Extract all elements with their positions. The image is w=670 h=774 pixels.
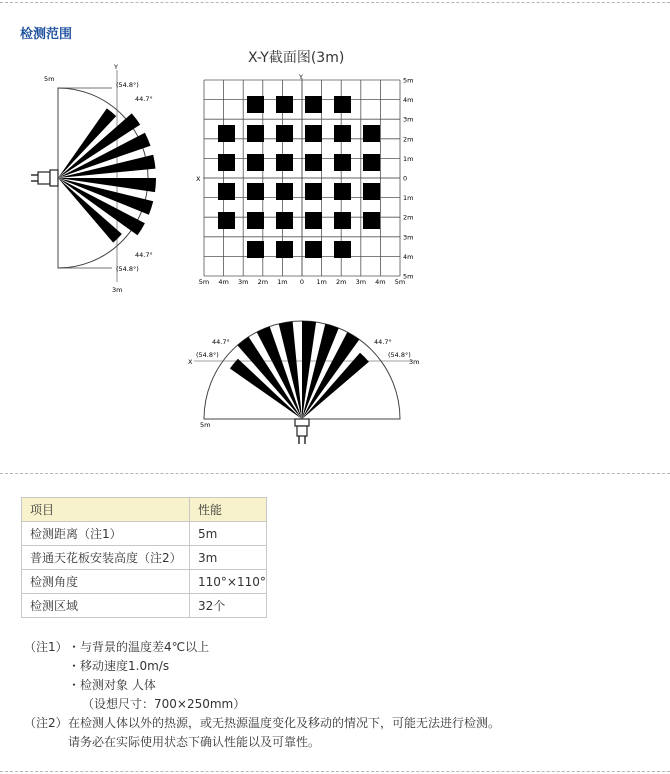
- side-angle-top-paren: (54.8°): [116, 81, 139, 89]
- tick-label: 3m: [355, 278, 367, 285]
- detection-zone: [334, 241, 351, 258]
- side-angle-bottom: 44.7°: [135, 251, 153, 259]
- top-divider: [0, 2, 670, 3]
- side-axis-y-label: Y: [114, 63, 118, 71]
- tick-label: 3m: [237, 278, 249, 285]
- xy-axis-x-label: X: [196, 175, 201, 183]
- detection-zone: [276, 241, 293, 258]
- spec-item: 普通天花板安装高度（注2）: [22, 546, 190, 570]
- detection-zone: [276, 125, 293, 142]
- spec-value: 32个: [190, 594, 267, 618]
- detection-zone: [247, 154, 264, 171]
- detection-zone: [334, 212, 351, 229]
- bottom-divider: [0, 771, 670, 772]
- detection-zone: [247, 212, 264, 229]
- tick-label: 5m: [394, 278, 406, 285]
- spec-item: 检测距离（注1）: [22, 522, 190, 546]
- note2: [24, 714, 500, 752]
- fan-beam: [302, 321, 316, 419]
- tick-label: 3m: [403, 115, 414, 124]
- note1-body: [68, 638, 245, 714]
- tick-label: 5m: [198, 278, 210, 285]
- note1-line: （设想尺寸：700×250mm）: [82, 697, 246, 711]
- detection-zone: [334, 154, 351, 171]
- middle-divider: [0, 473, 670, 474]
- tick-label: 4m: [375, 278, 386, 285]
- tick-label: 1m: [277, 278, 288, 285]
- tick-label: 4m: [218, 278, 229, 285]
- bottom-sensor-icon: [295, 419, 309, 444]
- detection-zone: [363, 125, 380, 142]
- spec-value: 3m: [190, 546, 267, 570]
- table-row: [22, 570, 267, 594]
- detection-zone: [334, 183, 351, 200]
- xy-section-diagram: [195, 70, 415, 285]
- detection-zone: [363, 183, 380, 200]
- side-range-5m: 5m: [44, 75, 55, 83]
- tick-label: 2m: [257, 278, 269, 285]
- side-sensor-icon: [31, 170, 58, 186]
- note1-line: ・移动速度1.0m/s: [68, 659, 170, 673]
- bottom-range-3m: 3m: [409, 358, 420, 366]
- detection-zone: [334, 125, 351, 142]
- detection-zone: [305, 125, 322, 142]
- notes: [24, 638, 500, 752]
- detection-zone: [276, 183, 293, 200]
- fan-beam: [58, 178, 156, 192]
- tick-label: 2m: [403, 135, 414, 144]
- xy-detection-zones: [218, 96, 380, 258]
- detection-zone: [218, 183, 235, 200]
- note1-line: ・与背景的温度差4℃以上: [68, 640, 210, 654]
- detection-zone: [276, 212, 293, 229]
- note2-label: （注2）: [24, 716, 68, 730]
- detection-zone: [218, 154, 235, 171]
- tick-label: 1m: [403, 154, 414, 163]
- note2-line: 请务必在实际使用状态下确认性能以及可靠性。: [68, 735, 321, 749]
- xy-right-ticks: [403, 77, 413, 281]
- note1-line: ・检测对象 人体: [68, 678, 156, 692]
- detection-zone: [247, 241, 264, 258]
- spec-value: 5m: [190, 522, 267, 546]
- tick-label: 4m: [403, 252, 414, 261]
- spec-header-value: 性能: [190, 498, 267, 522]
- tick-label: 3m: [403, 233, 414, 242]
- xy-diagram-title: X-Y截面图(3m): [248, 50, 345, 66]
- note1-label: （注1）: [24, 640, 68, 654]
- tick-label: 4m: [403, 96, 414, 105]
- tick-label: 1m: [403, 194, 414, 203]
- tick-label: 1m: [316, 278, 327, 285]
- detection-zone: [276, 96, 293, 113]
- bottom-angle-right: 44.7°: [374, 338, 392, 346]
- side-angle-bottom-paren: (54.8°): [116, 265, 139, 273]
- bottom-angle-right-paren: (54.8°): [388, 351, 411, 359]
- tick-label: 5m: [403, 272, 414, 281]
- spec-value: 110°×110°: [190, 570, 267, 594]
- detection-zone: [305, 154, 322, 171]
- detection-zone: [247, 183, 264, 200]
- spec-header-item: 项目: [22, 498, 190, 522]
- side-range-3m: 3m: [112, 286, 123, 294]
- table-row: [22, 594, 267, 618]
- detection-zone: [305, 96, 322, 113]
- bottom-range-5m: 5m: [200, 421, 211, 429]
- detection-zone: [334, 96, 351, 113]
- note1: [24, 638, 500, 714]
- tick-label: 2m: [403, 213, 414, 222]
- spec-item: 检测角度: [22, 570, 190, 594]
- tick-label: 0: [403, 174, 408, 183]
- detection-zone: [363, 154, 380, 171]
- table-row: [22, 546, 267, 570]
- xy-axis-y-label: Y: [299, 73, 303, 81]
- spec-item: 检测区域: [22, 594, 190, 618]
- detection-zone: [305, 183, 322, 200]
- tick-label: 2m: [335, 278, 347, 285]
- section-title: 检测范围: [20, 27, 73, 42]
- detection-zone: [247, 96, 264, 113]
- detection-zone: [276, 154, 293, 171]
- side-fan-beams: [58, 108, 156, 242]
- note2-body: [68, 714, 500, 752]
- note2-line: 在检测人体以外的热源，或无热源温度变化及移动的情况下，可能无法进行检测。: [68, 716, 501, 730]
- side-angle-top: 44.7°: [135, 95, 153, 103]
- spec-table-header: [22, 498, 267, 522]
- table-row: [22, 522, 267, 546]
- xy-bottom-ticks: [199, 278, 405, 285]
- bottom-angle-left: 44.7°: [212, 338, 230, 346]
- detection-zone: [247, 125, 264, 142]
- bottom-angle-left-paren: (54.8°): [196, 351, 219, 359]
- tick-label: 5m: [403, 76, 414, 85]
- detection-zone: [218, 125, 235, 142]
- side-view-diagram: [26, 60, 176, 295]
- detection-zone: [305, 241, 322, 258]
- spec-table: [21, 497, 267, 618]
- detection-zone: [363, 212, 380, 229]
- detection-zone: [218, 212, 235, 229]
- bottom-view-diagram: [185, 315, 425, 450]
- tick-label: 0: [299, 278, 305, 285]
- bottom-axis-x-label: X: [188, 358, 193, 366]
- detection-zone: [305, 212, 322, 229]
